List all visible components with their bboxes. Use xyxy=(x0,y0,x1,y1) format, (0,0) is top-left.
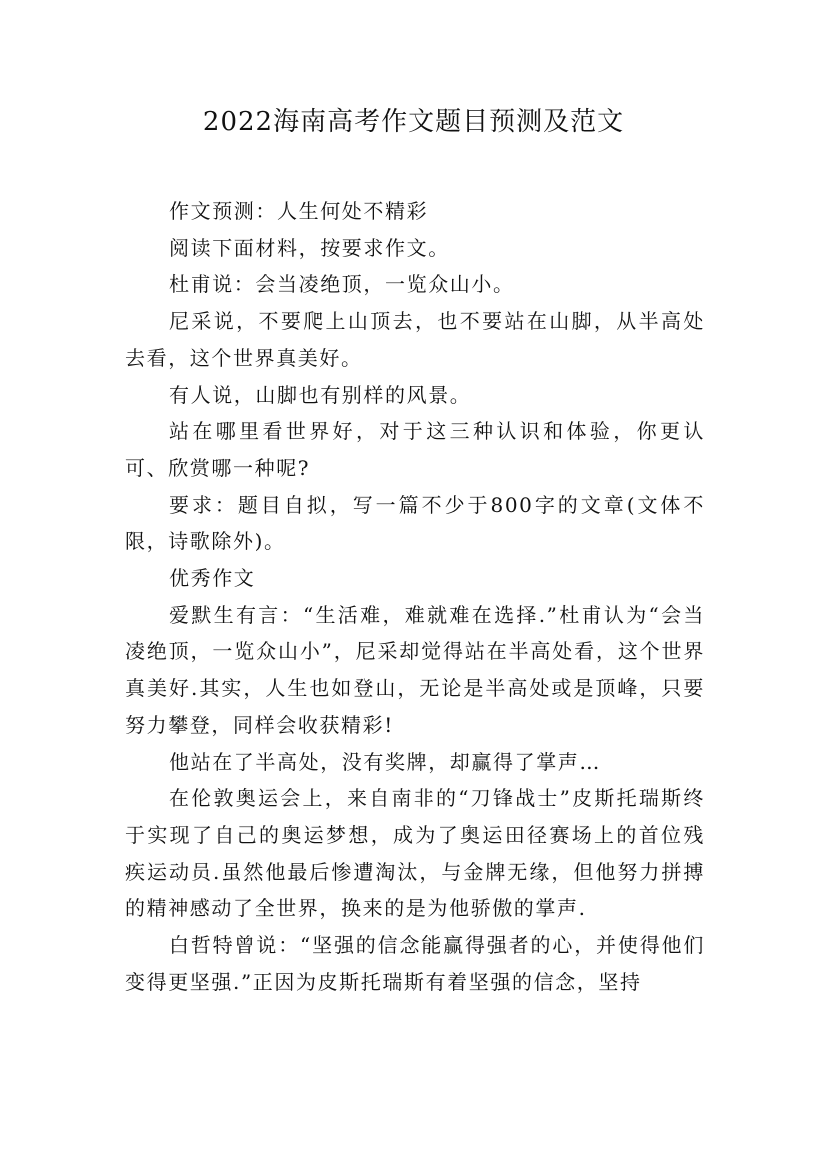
paragraph-prediction-topic: 作文预测：人生何处不精彩 xyxy=(169,199,429,223)
paragraph-instruction: 阅读下面材料，按要求作文。 xyxy=(169,235,450,260)
paragraph-essay-half-height: 他站在了半高处，没有奖牌，却赢得了掌声… xyxy=(169,749,601,774)
document-title: 2022海南高考作文题目预测及范文 xyxy=(202,107,625,137)
paragraph-nietzsche-quote: 尼采说，不要爬上山顶去，也不要站在山脚，从半高处去看，这个世界真美好。 xyxy=(125,309,705,370)
paragraph-essay-bagehot: 白哲特曾说：“坚强的信念能赢得强者的心，并使得他们变得更坚强.”正因为皮斯托瑞斯有着坚强的信念，坚持 xyxy=(125,933,705,994)
paragraph-dufu-quote: 杜甫说：会当凌绝顶，一览众山小。 xyxy=(169,272,515,297)
paragraph-essay-intro: 爱默生有言：“生活难，难就难在选择.”杜甫认为“会当凌绝顶，一览众山小”，尼采却觉得站在半高处看，这个世界真美好.其实，人生也如登山，无论是半高处或是顶峰，只要努力攀登，同样会收获精彩! xyxy=(125,602,705,737)
paragraph-foot-scenery: 有人说，山脚也有别样的风景。 xyxy=(169,382,472,407)
paragraph-requirements: 要求：题目自拟，写一篇不少于800字的文章(文体不限，诗歌除外)。 xyxy=(125,492,705,554)
document-body xyxy=(125,193,705,1000)
paragraph-essay-pistorius: 在伦敦奥运会上，来自南非的“刀锋战士”皮斯托瑞斯终于实现了自己的奥运梦想，成为了奥运田径赛场上的首位残疾运动员.虽然他最后惨遭淘汰，与金牌无缘，但他努力拼搏的精神感动了全世界，换来的是为他骄傲的掌声. xyxy=(125,786,705,921)
paragraph-excellent-essay-heading: 优秀作文 xyxy=(169,566,256,591)
paragraph-question: 站在哪里看世界好，对于这三种认识和体验，你更认可、欣赏哪一种呢? xyxy=(125,419,705,480)
